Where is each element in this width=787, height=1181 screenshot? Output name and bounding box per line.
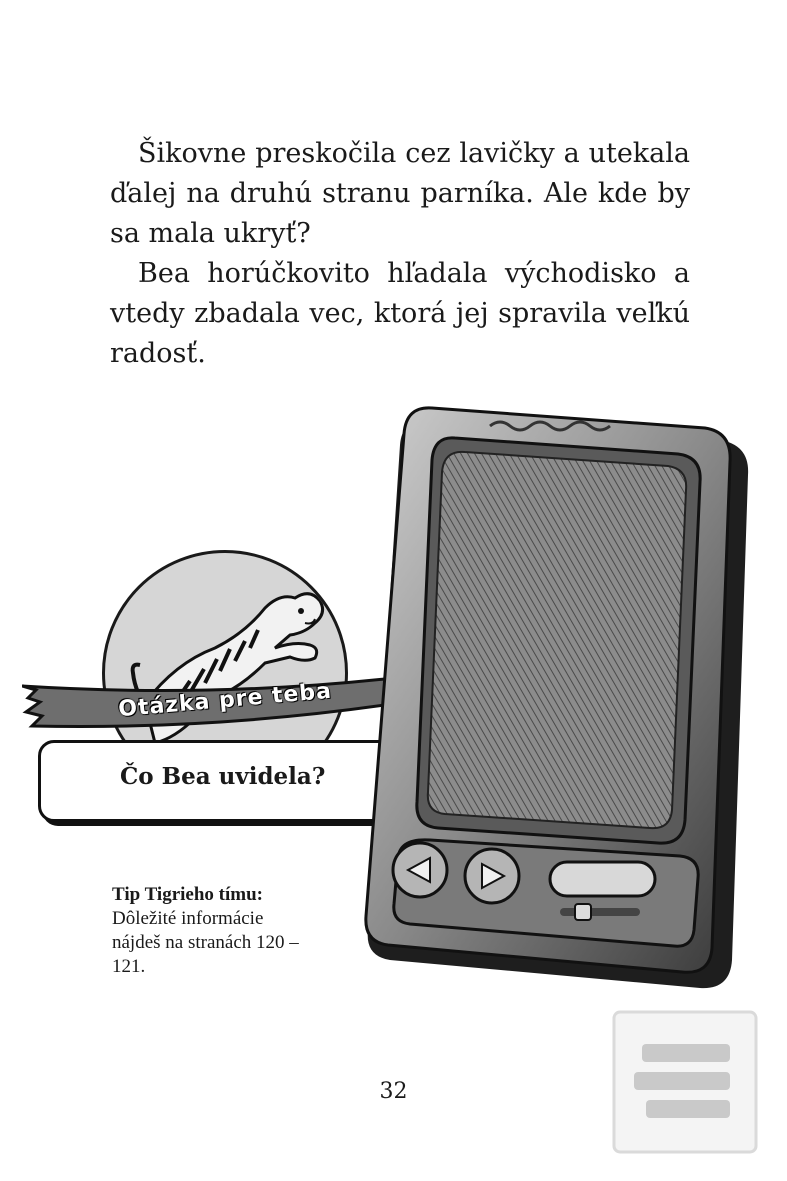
story-paragraph-2: Bea horúčkovito hľadala východisko a vtedy zbadala vec, ktorá jej spravila veľkú radosť.	[110, 258, 690, 369]
books-stack-icon	[612, 1010, 758, 1154]
story-text	[110, 134, 690, 374]
page-number: 32	[379, 1079, 408, 1104]
story-paragraph-1: Šikovne preskočila cez lavičky a utekala ďalej na druhú stranu parníka. Ale kde by sa mala ukryť?	[110, 138, 690, 249]
arrow-right-icon	[465, 849, 519, 903]
question-text: Čo Bea uvidela?	[120, 763, 326, 790]
question-banner-label: Otázka pre teba	[117, 678, 333, 723]
team-tip	[112, 883, 312, 979]
tip-body: Dôležité informácie nájdeš na stranách 120 – 121.	[112, 908, 299, 977]
tip-title: Tip Tigrieho tímu:	[112, 884, 263, 905]
handheld-device-illustration	[360, 400, 760, 1000]
arrow-left-icon	[393, 843, 447, 897]
